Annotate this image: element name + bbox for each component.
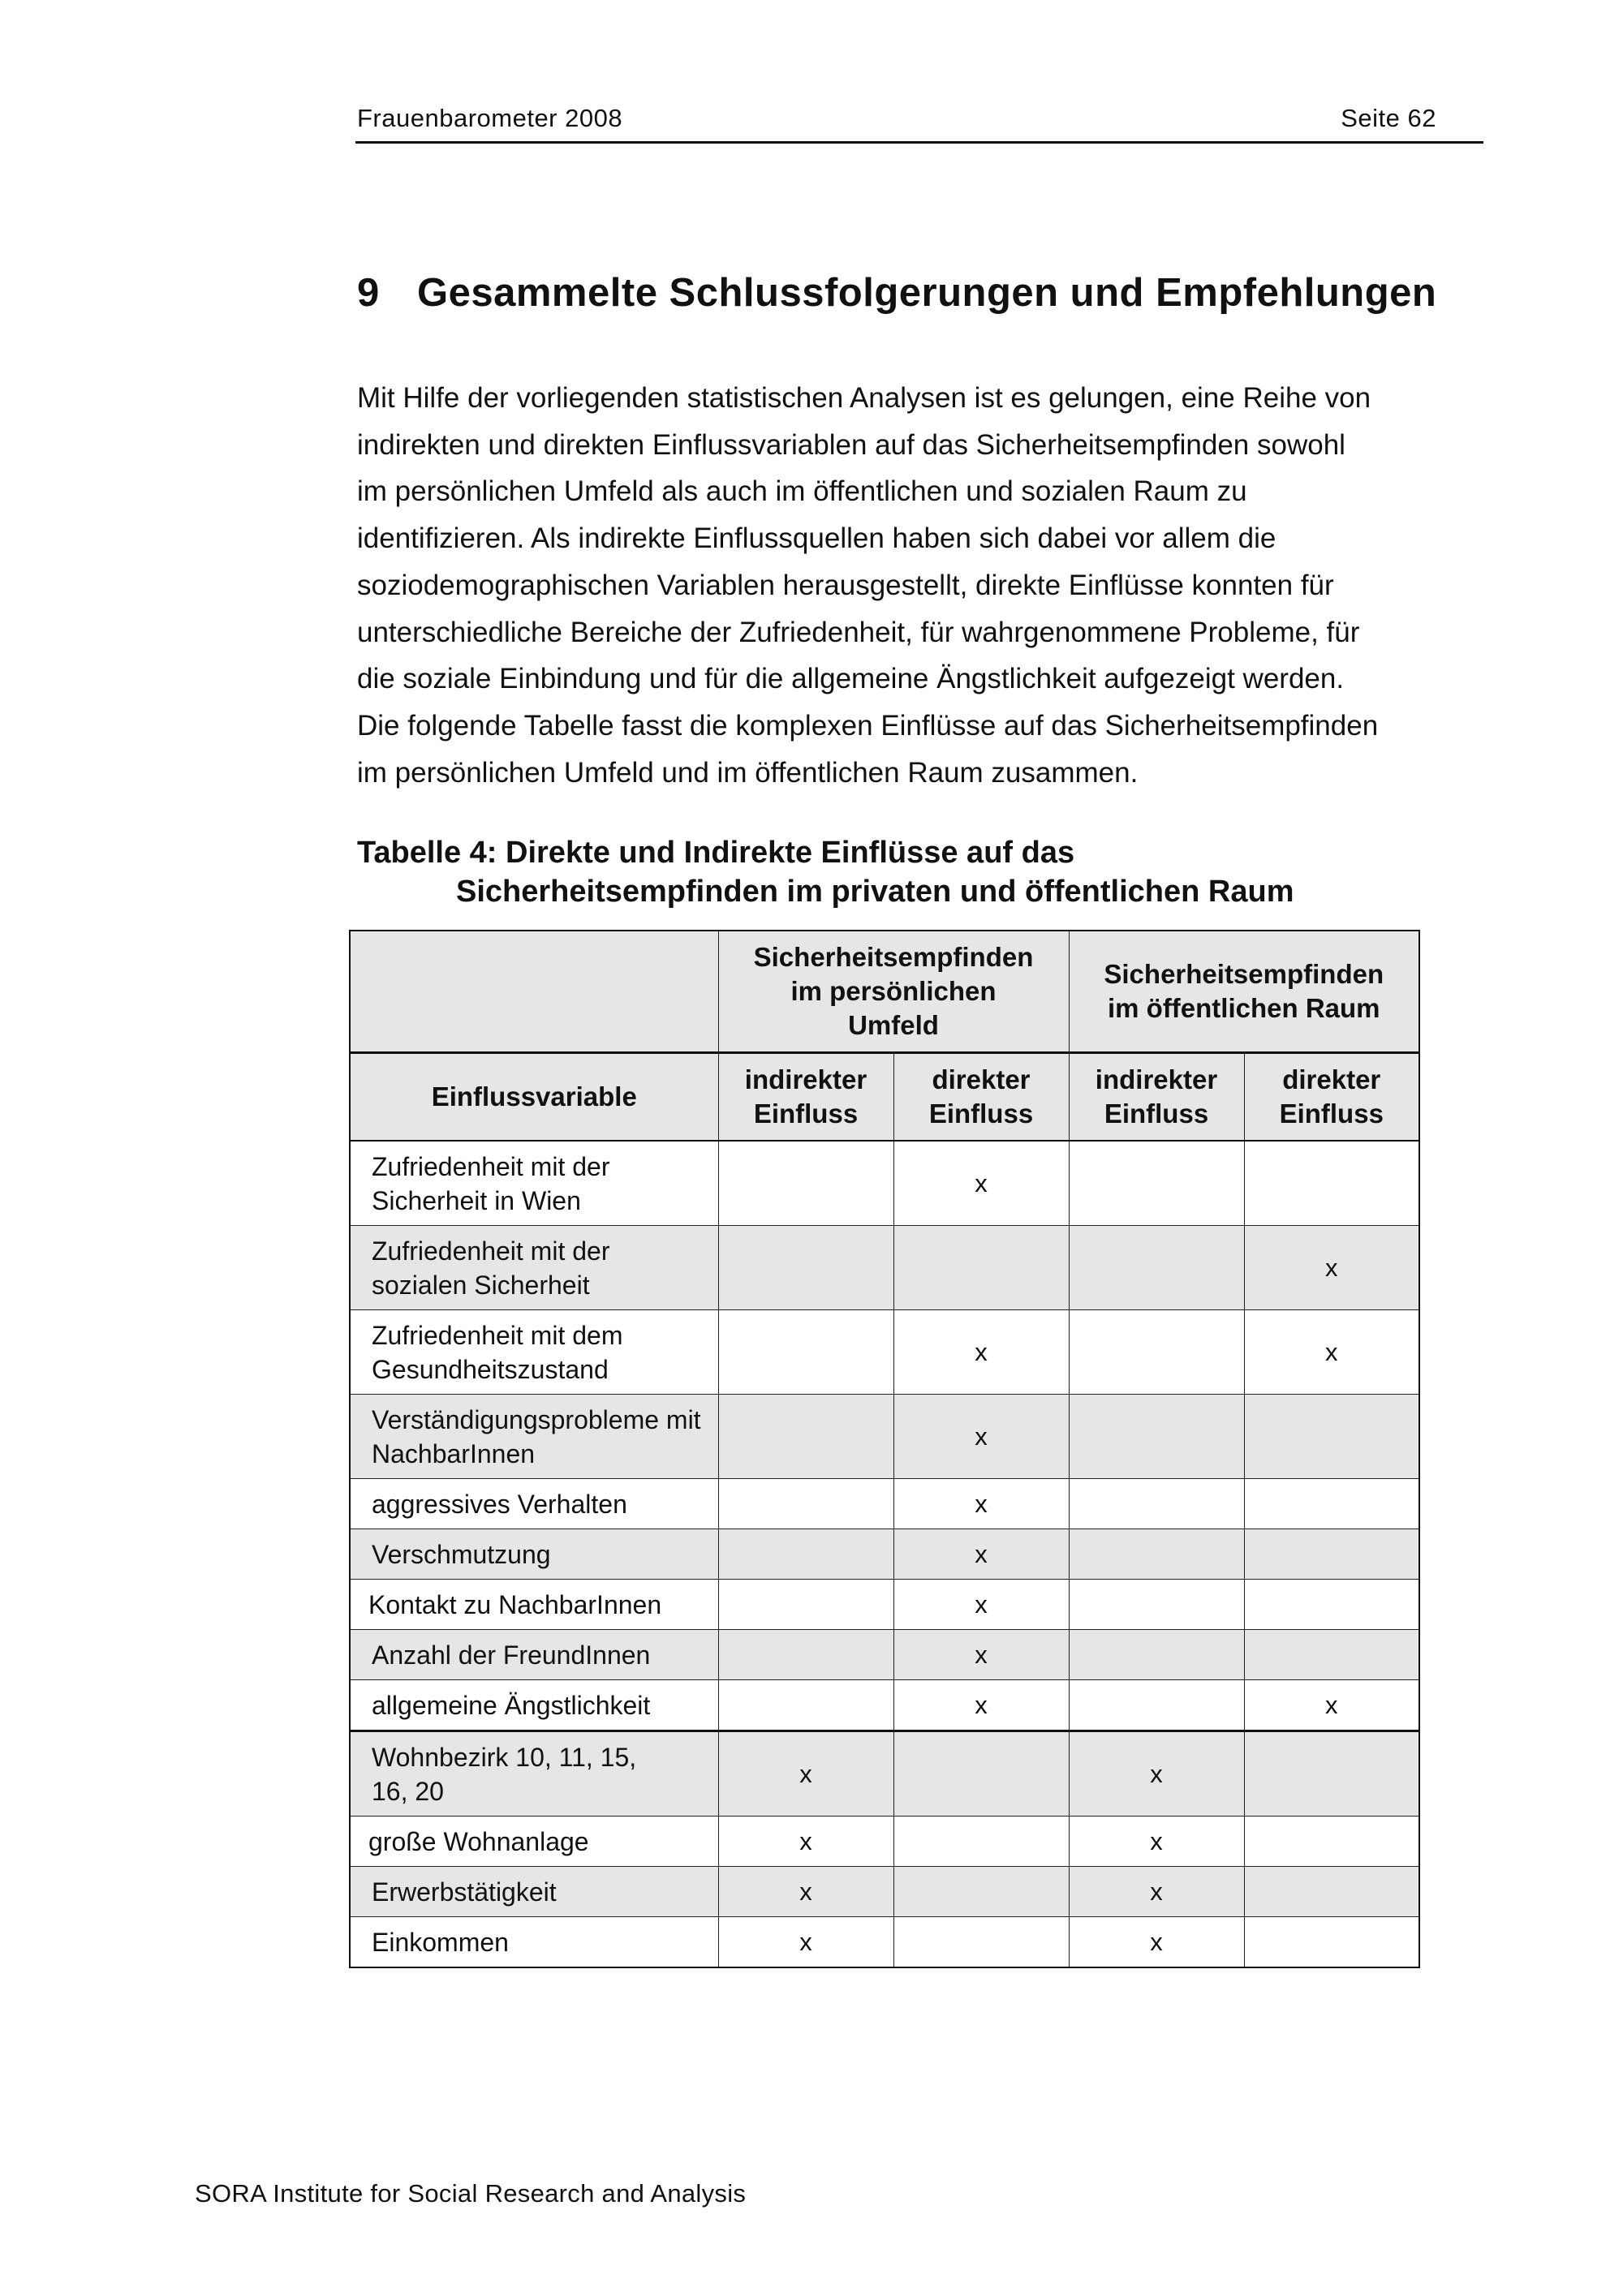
row-label: Erwerbstätigkeit xyxy=(350,1867,718,1917)
table-row xyxy=(350,1580,1419,1630)
page-header xyxy=(355,101,1483,144)
table-row xyxy=(350,1395,1419,1479)
chapter-number: 9 xyxy=(357,271,380,315)
header-empty-cell xyxy=(350,931,718,1053)
cell-personal-direct: x xyxy=(893,1580,1069,1630)
table-row xyxy=(350,1731,1419,1817)
paragraph-line: indirekten und direkten Einflussvariablen auf das Sicherheitsempfinden sowohl xyxy=(357,428,1345,461)
cell-personal-indirect xyxy=(718,1680,893,1731)
document-title: Frauenbarometer 2008 xyxy=(357,104,623,132)
row-label: allgemeine Ängstlichkeit xyxy=(350,1680,718,1731)
cell-public-direct: x xyxy=(1244,1680,1419,1731)
cell-personal-direct: x xyxy=(893,1310,1069,1395)
cell-personal-direct xyxy=(893,1817,1069,1867)
cell-personal-direct: x xyxy=(893,1529,1069,1580)
cell-personal-indirect: x xyxy=(718,1817,893,1867)
paragraph-line: im persönlichen Umfeld als auch im öffentlichen und sozialen Raum zu xyxy=(357,475,1247,508)
table-row xyxy=(350,1680,1419,1731)
cell-personal-indirect xyxy=(718,1479,893,1529)
paragraph-line: im persönlichen Umfeld und im öffentlichen Raum zusammen. xyxy=(357,756,1139,789)
column-header-public-indirect: indirekter Einfluss xyxy=(1069,1053,1244,1142)
cell-personal-direct: x xyxy=(893,1141,1069,1226)
cell-public-direct xyxy=(1244,1731,1419,1817)
cell-public-direct xyxy=(1244,1141,1419,1226)
cell-public-direct xyxy=(1244,1580,1419,1630)
row-label: Verschmutzung xyxy=(350,1529,718,1580)
cell-public-indirect xyxy=(1069,1310,1244,1395)
influence-table xyxy=(349,930,1420,1968)
paragraph-line: die soziale Einbindung und für die allgemeine Ängstlichkeit aufgezeigt werden. xyxy=(357,663,1345,695)
paragraph-line: unterschiedliche Bereiche der Zufriedenheit, für wahrgenommene Probleme, für xyxy=(357,616,1360,648)
cell-personal-direct: x xyxy=(893,1680,1069,1731)
paragraph-line: Mit Hilfe der vorliegenden statistischen Analysen ist es gelungen, eine Reihe von xyxy=(357,382,1371,414)
cell-public-direct xyxy=(1244,1395,1419,1479)
body-paragraph xyxy=(357,375,1509,796)
caption-line-1: Tabelle 4: Direkte und Indirekte Einflüsse auf das xyxy=(357,836,1075,870)
table-row xyxy=(350,1817,1419,1867)
paragraph-line: Die folgende Tabelle fasst die komplexen Einflüsse auf das Sicherheitsempfinden xyxy=(357,709,1379,742)
table-row xyxy=(350,1630,1419,1680)
table-row xyxy=(350,1141,1419,1226)
cell-public-indirect xyxy=(1069,1479,1244,1529)
cell-public-indirect xyxy=(1069,1680,1244,1731)
group-header-public: Sicherheitsempfinden im öffentlichen Raum xyxy=(1069,931,1419,1053)
paragraph-line: identifizieren. Als indirekte Einflussquellen haben sich dabei vor allem die xyxy=(357,522,1276,555)
table-group-header-row xyxy=(350,931,1419,1053)
cell-public-direct: x xyxy=(1244,1226,1419,1310)
cell-personal-direct: x xyxy=(893,1395,1069,1479)
row-label: Anzahl der FreundInnen xyxy=(350,1630,718,1680)
table-row xyxy=(350,1529,1419,1580)
cell-personal-indirect xyxy=(718,1226,893,1310)
cell-public-indirect: x xyxy=(1069,1917,1244,1968)
cell-personal-indirect: x xyxy=(718,1731,893,1817)
table-caption xyxy=(357,833,1294,911)
row-label: Zufriedenheit mit dem Gesundheitszustand xyxy=(350,1310,718,1395)
table-column-header-row xyxy=(350,1053,1419,1142)
column-header-variable: Einflussvariable xyxy=(350,1053,718,1142)
cell-public-indirect: x xyxy=(1069,1867,1244,1917)
paragraph-line: soziodemographischen Variablen herausgestellt, direkte Einflüsse konnten für xyxy=(357,569,1334,601)
cell-public-direct xyxy=(1244,1917,1419,1968)
row-label: Kontakt zu NachbarInnen xyxy=(350,1580,718,1630)
cell-personal-indirect xyxy=(718,1580,893,1630)
cell-personal-indirect xyxy=(718,1395,893,1479)
cell-personal-direct: x xyxy=(893,1630,1069,1680)
cell-public-indirect xyxy=(1069,1580,1244,1630)
row-label: Verständigungsprobleme mit NachbarInnen xyxy=(350,1395,718,1479)
table-row xyxy=(350,1917,1419,1968)
cell-public-indirect xyxy=(1069,1630,1244,1680)
row-label: Zufriedenheit mit der Sicherheit in Wien xyxy=(350,1141,718,1226)
caption-line-2: Sicherheitsempfinden im privaten und öffentlichen Raum xyxy=(456,875,1294,909)
column-header-public-direct: direkter Einfluss xyxy=(1244,1053,1419,1142)
cell-personal-indirect xyxy=(718,1630,893,1680)
row-label: aggressives Verhalten xyxy=(350,1479,718,1529)
row-label: Einkommen xyxy=(350,1917,718,1968)
group-header-personal: Sicherheitsempfinden im persönlichen Umfeld xyxy=(718,931,1069,1053)
column-header-personal-indirect: indirekter Einfluss xyxy=(718,1053,893,1142)
cell-personal-indirect xyxy=(718,1529,893,1580)
table-row xyxy=(350,1479,1419,1529)
cell-personal-indirect: x xyxy=(718,1917,893,1968)
cell-personal-indirect xyxy=(718,1141,893,1226)
page-number: Seite 62 xyxy=(1341,104,1436,132)
cell-public-indirect xyxy=(1069,1395,1244,1479)
cell-public-direct xyxy=(1244,1630,1419,1680)
cell-public-direct xyxy=(1244,1479,1419,1529)
cell-public-direct xyxy=(1244,1529,1419,1580)
row-label: große Wohnanlage xyxy=(350,1817,718,1867)
cell-public-indirect: x xyxy=(1069,1817,1244,1867)
cell-public-direct xyxy=(1244,1817,1419,1867)
cell-personal-direct xyxy=(893,1226,1069,1310)
table-row xyxy=(350,1226,1419,1310)
cell-public-direct xyxy=(1244,1867,1419,1917)
cell-public-direct: x xyxy=(1244,1310,1419,1395)
column-header-personal-direct: direkter Einfluss xyxy=(893,1053,1069,1142)
cell-personal-indirect xyxy=(718,1310,893,1395)
cell-public-indirect xyxy=(1069,1226,1244,1310)
row-label: Zufriedenheit mit der sozialen Sicherheit xyxy=(350,1226,718,1310)
chapter-title: Gesammelte Schlussfolgerungen und Empfehlungen xyxy=(417,271,1437,315)
cell-public-indirect xyxy=(1069,1529,1244,1580)
cell-personal-direct: x xyxy=(893,1479,1069,1529)
table-row xyxy=(350,1867,1419,1917)
cell-public-indirect: x xyxy=(1069,1731,1244,1817)
chapter-heading xyxy=(357,270,1436,316)
row-label: Wohnbezirk 10, 11, 15, 16, 20 xyxy=(350,1731,718,1817)
cell-personal-direct xyxy=(893,1731,1069,1817)
cell-personal-direct xyxy=(893,1917,1069,1968)
cell-personal-direct xyxy=(893,1867,1069,1917)
table-row xyxy=(350,1310,1419,1395)
cell-personal-indirect: x xyxy=(718,1867,893,1917)
cell-public-indirect xyxy=(1069,1141,1244,1226)
page-footer: SORA Institute for Social Research and Analysis xyxy=(195,2179,747,2208)
